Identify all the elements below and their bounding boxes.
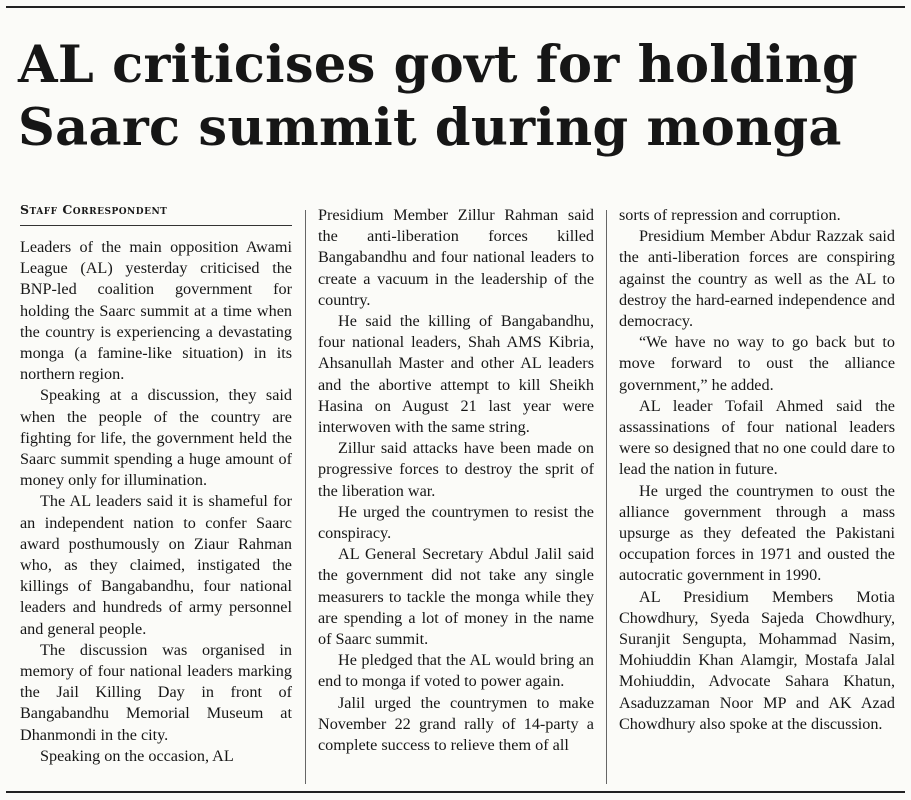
paragraph: Zillur said attacks have been made on progressive forces to destroy the sprit of the liberation war.: [318, 439, 594, 500]
paragraph: Speaking at a discussion, they said when the people of the country are fighting for life, the government held the Saarc summit spending a huge amount of money only for illumination.: [20, 386, 292, 490]
headline-line-2: Saarc summit during monga: [18, 98, 842, 158]
paragraph: The discussion was organised in memory of four national leaders marking the Jail Killing Day in front of Bangabandhu Memorial Museum at Dhanmondi in the city.: [20, 640, 292, 744]
article-column-3: [619, 205, 895, 735]
column-divider-1: [305, 210, 306, 784]
article-column-1: [20, 237, 292, 767]
paragraph: Presidium Member Zillur Rahman said the anti-liberation forces killed Bangabandhu and four national leaders to create a vacuum in the leadership of the country.: [318, 206, 594, 309]
paragraph: Jalil urged the countrymen to make November 22 grand rally of 14-party a complete success to relieve them of all: [318, 693, 594, 755]
paragraph: He pledged that the AL would bring an end to monga if voted to power again.: [318, 651, 594, 691]
headline-line-1: AL criticises govt for holding: [18, 35, 858, 95]
paragraph: AL Presidium Members Motia Chowdhury, Syeda Sajeda Chowdhury, Suranjit Sengupta, Mohammad Nasim, Mohiuddin Khan Alamgir, Mostafa Jalal Mohiuddin, Advocate Sahara Khatun, Asaduzzaman Noor MP and AK Azad Chowdhury also spoke at the discussion.: [619, 587, 895, 733]
byline-rule: [20, 225, 292, 226]
byline: Staff Correspondent: [20, 202, 168, 217]
headline: [18, 34, 903, 160]
paragraph: sorts of repression and corruption.: [619, 206, 841, 224]
paragraph: The AL leaders said it is shameful for an independent nation to confer Saarc award posthumously on Ziaur Rahman who, as they claimed, instigated the killings of Bangabandhu, four national leaders and hundreds of army personnel and general people.: [20, 492, 292, 638]
paragraph: Speaking on the occasion, AL: [40, 746, 234, 765]
column-divider-2: [606, 210, 607, 784]
top-rule: [6, 6, 905, 8]
bottom-rule: [6, 791, 905, 793]
paragraph: He said the killing of Bangabandhu, four national leaders, Shah AMS Kibria, Ahsanullah Master and other AL leaders and the abortive attempt to kill Sheikh Hasina on August 21 last year were interwoven with the same string.: [318, 312, 594, 437]
paragraph: AL General Secretary Abdul Jalil said the government did not take any single measurers to tackle the monga while they are spending a lot of money in the name of Saarc summit.: [318, 545, 594, 649]
paragraph: Leaders of the main opposition Awami League (AL) yesterday criticised the BNP-led coalition government for holding the Saarc summit at a time when the country is experiencing a devastating monga (a famine-like situation) in its northern region.: [20, 238, 292, 384]
paragraph: Presidium Member Abdur Razzak said the anti-liberation forces are conspiring against the country as well as the AL to destroy the hard-earned independence and democracy.: [619, 227, 895, 331]
paragraph: “We have no way to go back but to move forward to oust the alliance government,” he added.: [619, 333, 895, 394]
article-column-2: [318, 205, 594, 756]
paragraph: AL leader Tofail Ahmed said the assassinations of four national leaders were so designed that no one could dare to lead the nation in future.: [619, 396, 896, 479]
paragraph: He urged the countrymen to oust the alliance government through a mass upsurge as they defeated the Pakistani occupation forces in 1971 and ousted the autocratic government in 1990.: [619, 481, 895, 585]
paragraph: He urged the countrymen to resist the conspiracy.: [318, 502, 594, 543]
